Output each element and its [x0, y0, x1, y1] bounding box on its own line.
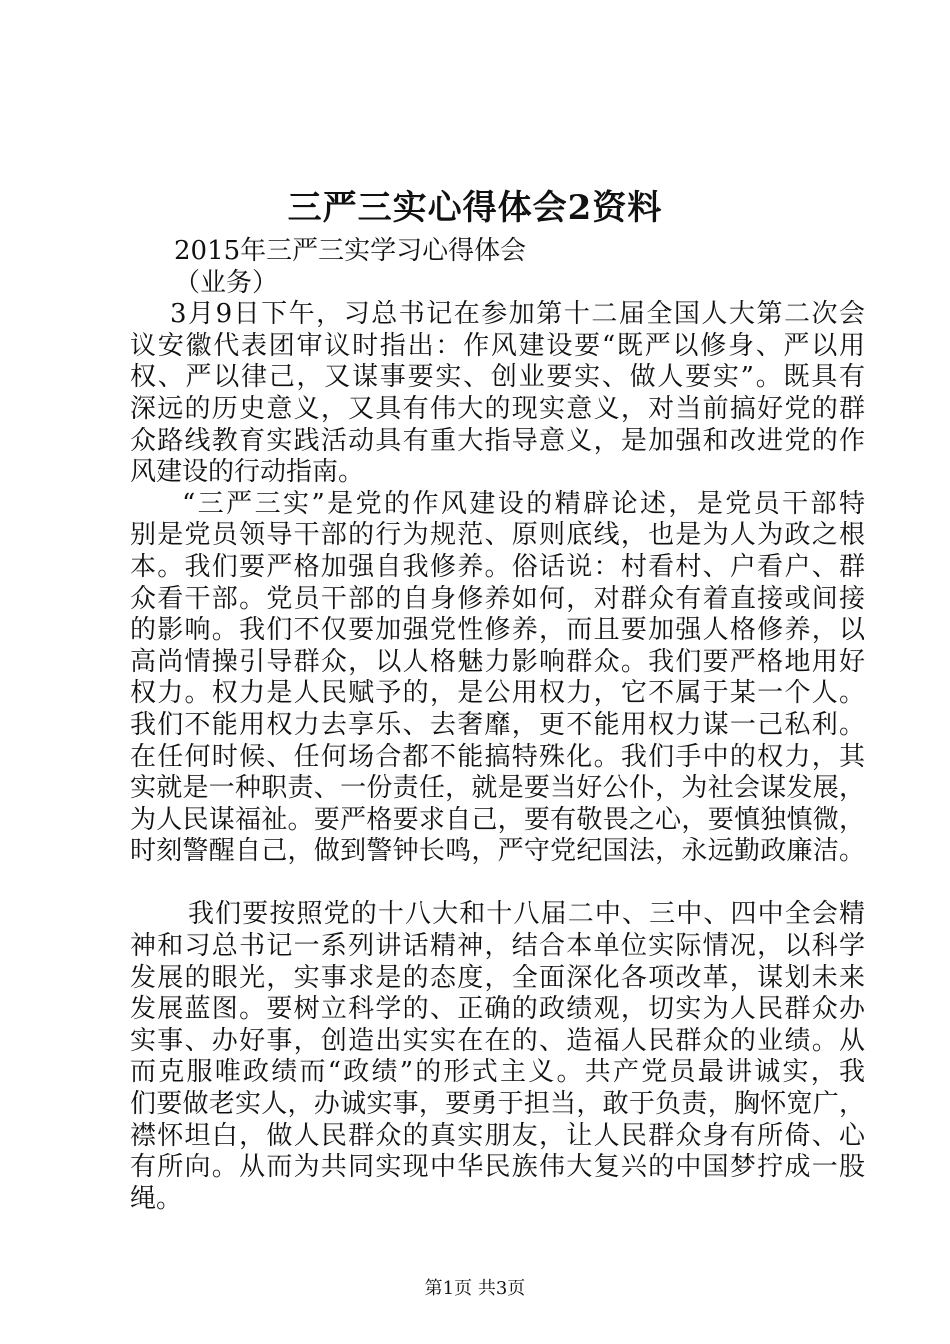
paragraph-line: 襟怀坦白，做人民群众的真实朋友，让人民群众身有所倚、心 — [130, 1120, 865, 1151]
paragraph-line: 众路线教育实践活动具有重大指导意义，是加强和改进党的作 — [130, 425, 865, 456]
paragraph-1 — [130, 299, 865, 489]
paragraph-line: 我们要按照党的十八大和十八届二中、三中、四中全会精 — [188, 899, 865, 930]
paragraph-line: 实就是一种职责、一份责任，就是要当好公仆，为社会谋发展， — [130, 773, 865, 804]
paragraph-line: 本。我们要严格加强自我修养。俗话说：村看村、户看户、群 — [130, 551, 865, 582]
paragraph-line: 神和习总书记一系列讲话精神，结合本单位实际情况，以科学 — [130, 931, 865, 962]
paragraph-line: 有所向。从而为共同实现中华民族伟大复兴的中国梦拧成一股 — [130, 1152, 865, 1183]
paragraph-line: 为人民谋福祉。要严格要求自己，要有敬畏之心，要慎独慎微， — [130, 804, 865, 835]
subtitle: 2015年三严三实学习心得体会 — [174, 236, 527, 266]
paragraph-line: 3月9日下午，习总书记在参加第十二届全国人大第二次会 — [170, 299, 865, 330]
department-note: （业务） — [174, 267, 279, 298]
page-footer: 第1页 共3页 — [424, 1278, 526, 1299]
paragraph-line: 发展的眼光，实事求是的态度，全面深化各项改革，谋划未来 — [130, 962, 865, 993]
document-body — [130, 236, 865, 1215]
paragraph-line: 别是党员领导干部的行为规范、原则底线，也是为人为政之根 — [130, 520, 865, 551]
paragraph-line: 风建设的行动指南。 — [130, 457, 365, 488]
paragraph-line: 绳。 — [130, 1183, 183, 1214]
paragraph-line: 高尚情操引导群众，以人格魅力影响群众。我们要严格地用好 — [130, 646, 865, 677]
document-title: 三严三实心得体会2资料 — [287, 188, 663, 228]
paragraph-3 — [130, 899, 865, 1215]
paragraph-2 — [130, 489, 865, 868]
paragraph-line: 众看干部。党员干部的自身修养如何，对群众有着直接或间接 — [130, 583, 865, 614]
paragraph-line: 的影响。我们不仅要加强党性修养，而且要加强人格修养，以 — [130, 615, 865, 646]
paragraph-line: 我们不能用权力去享乐、去奢靡，更不能用权力谋一己私利。 — [130, 709, 865, 740]
paragraph-spacer — [130, 868, 865, 900]
paragraph-line: 议安徽代表团审议时指出：作风建设要“既严以修身、严以用 — [130, 330, 865, 361]
paragraph-line: 时刻警醒自己，做到警钟长鸣，严守党纪国法，永远勤政廉洁。 — [130, 836, 865, 867]
paragraph-line: 而克服唯政绩而“政绩”的形式主义。共产党员最讲诚实，我 — [130, 1057, 865, 1088]
paragraph-line: 发展蓝图。要树立科学的、正确的政绩观，切实为人民群众办 — [130, 994, 865, 1025]
paragraph-line: 实事、办好事，创造出实实在在的、造福人民群众的业绩。从 — [130, 1025, 865, 1056]
paragraph-line: 在任何时候、任何场合都不能搞特殊化。我们手中的权力，其 — [130, 741, 865, 772]
paragraph-line: 权、严以律己，又谋事要实、创业要实、做人要实”。既具有 — [130, 362, 865, 393]
paragraph-line: 们要做老实人，办诚实事，要勇于担当，敢于负责，胸怀宽广， — [130, 1089, 865, 1120]
paragraph-line: “三严三实”是党的作风建设的精辟论述，是党员干部特 — [182, 488, 865, 519]
paragraph-line: 深远的历史意义，又具有伟大的现实意义，对当前搞好党的群 — [130, 393, 865, 424]
paragraph-line: 权力。权力是人民赋予的，是公用权力，它不属于某一个人。 — [130, 678, 865, 709]
